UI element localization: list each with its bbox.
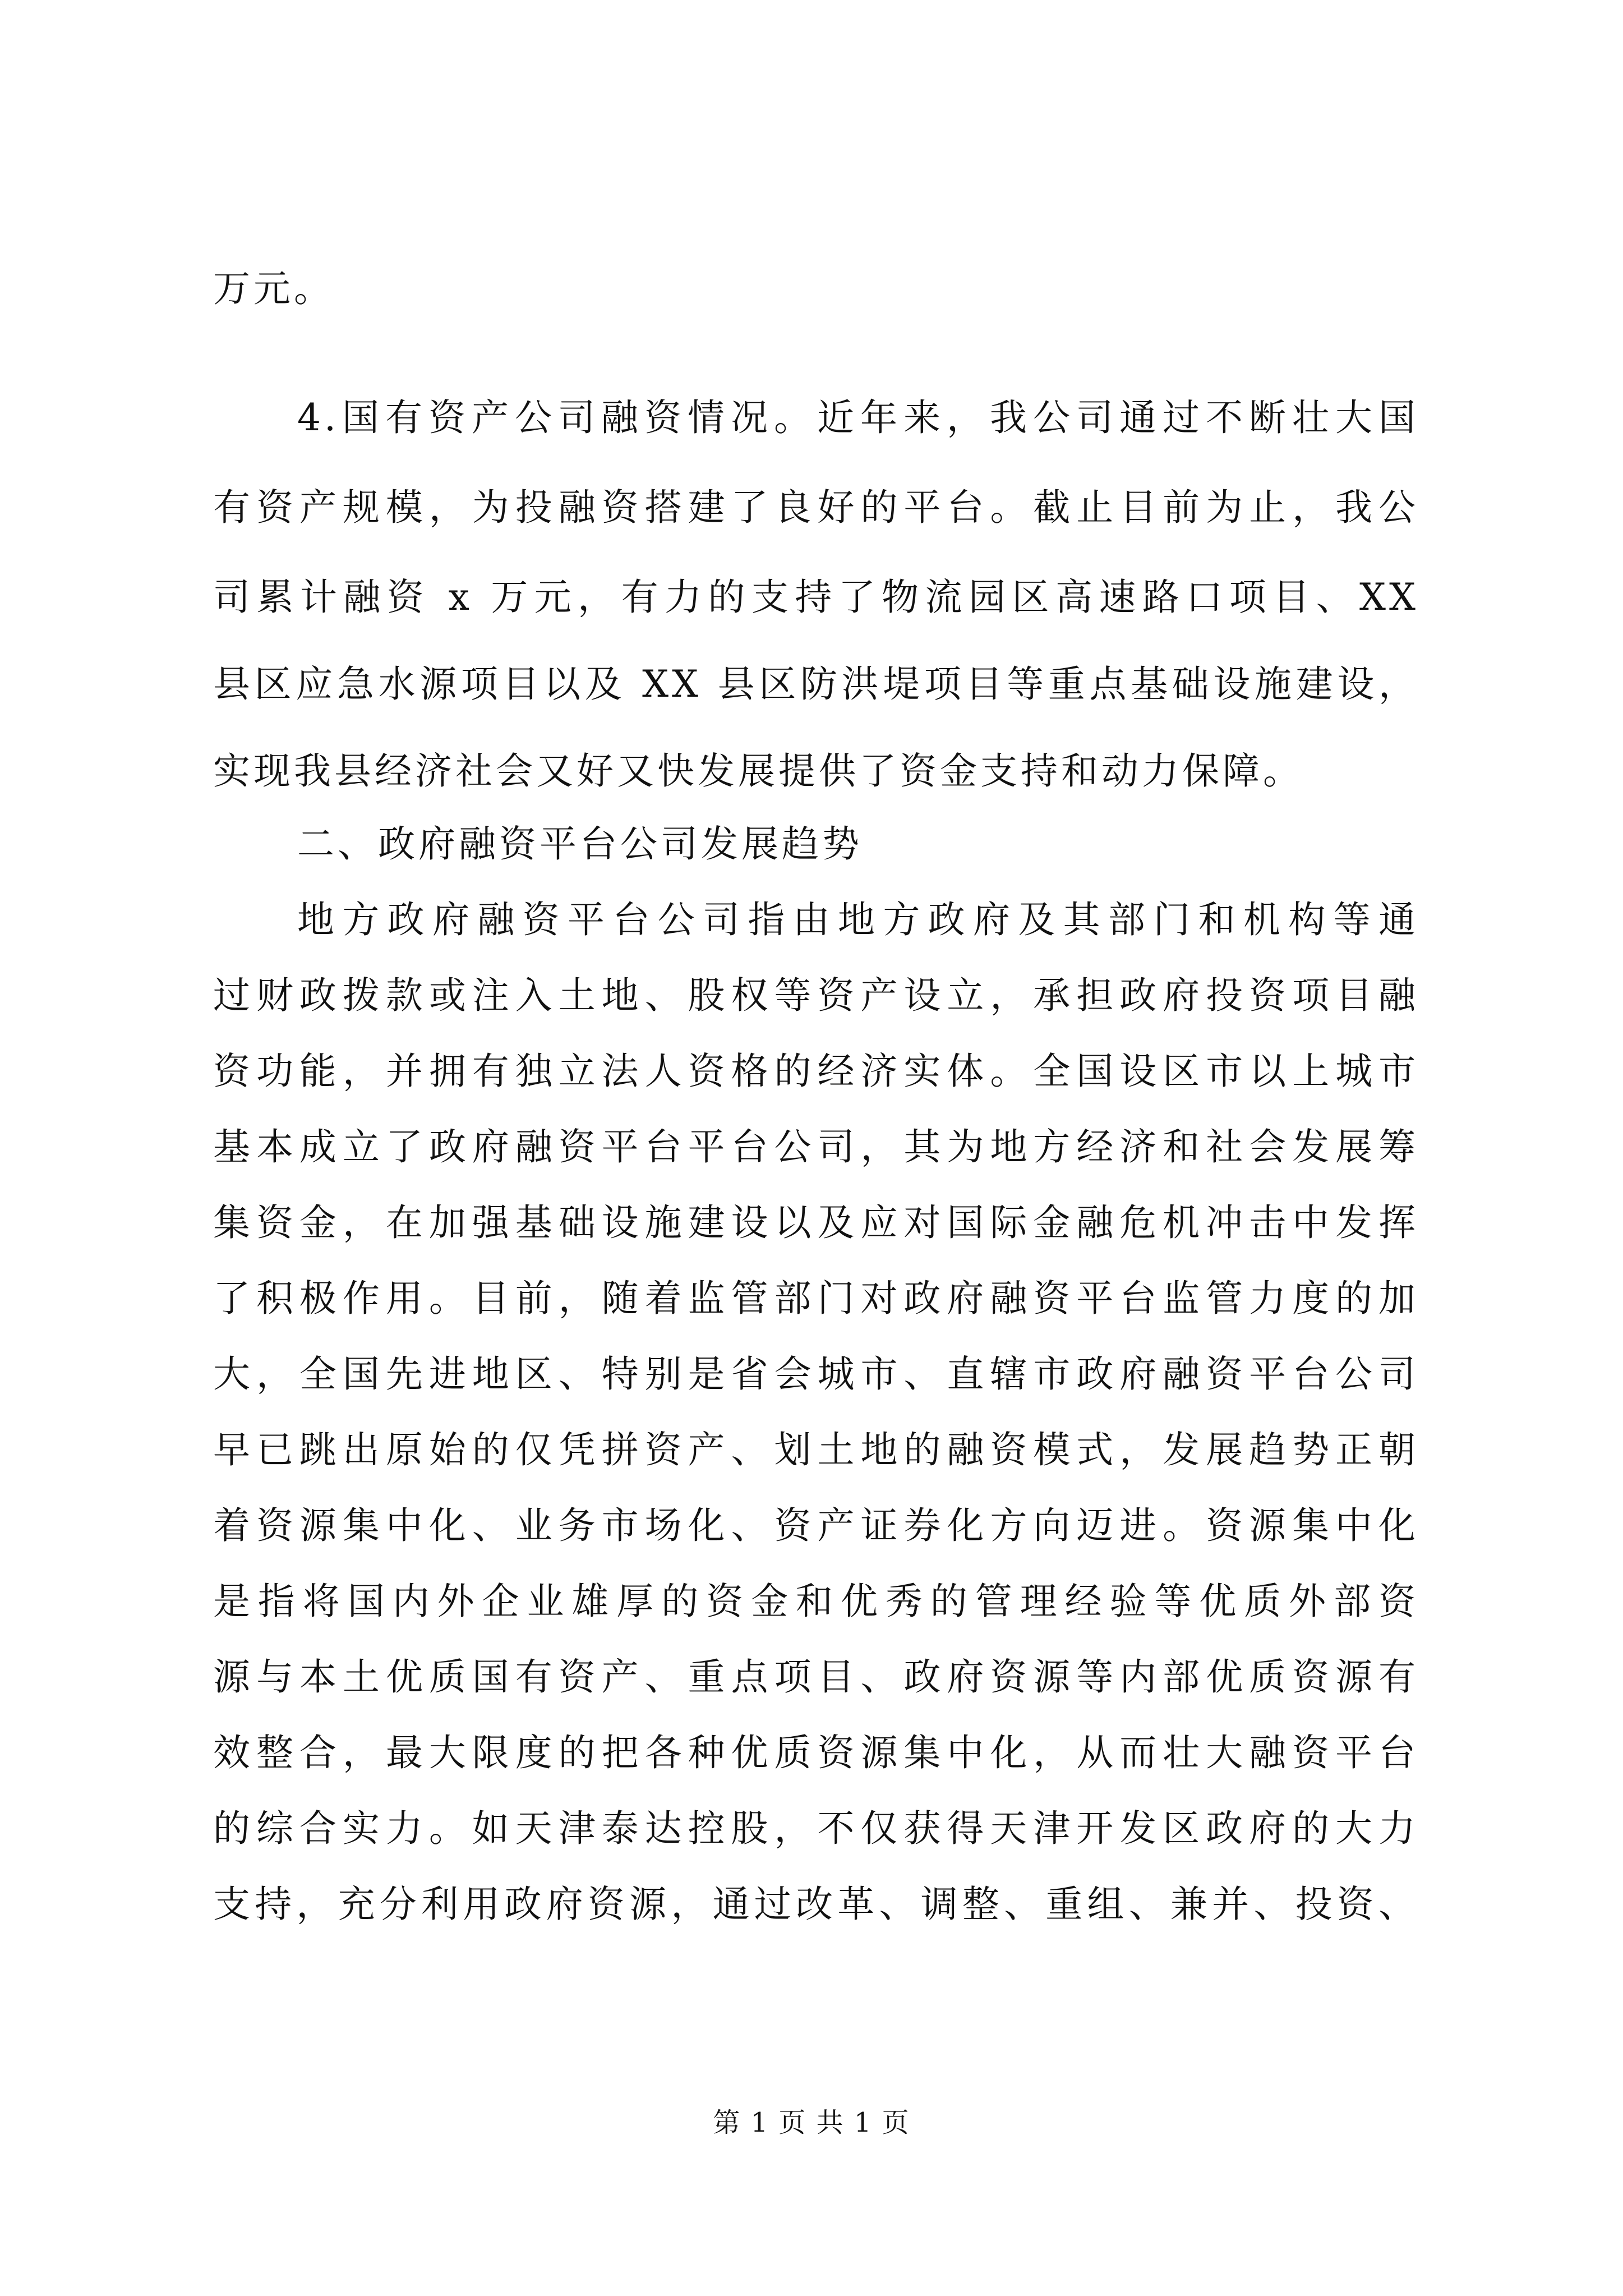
text-line: 支持，充分利用政府资源，通过改革、调整、重组、兼并、投资、 <box>213 1883 1419 1926</box>
text-line: 万元。 <box>213 267 334 310</box>
text-line: 过财政拨款或注入土地、股权等资产设立，承担政府投资项目融 <box>213 974 1419 1017</box>
text-line: 司累计融资 x 万元，有力的支持了物流园区高速路口项目、XX <box>213 576 1419 619</box>
text-line: 地方政府融资平台公司指由地方政府及其部门和机构等通 <box>297 898 1419 941</box>
text-line: 实现我县经济社会又好又快发展提供了资金支持和动力保障。 <box>213 749 1303 793</box>
text-line: 基本成立了政府融资平台平台公司，其为地方经济和社会发展筹 <box>213 1125 1419 1168</box>
text-line: 着资源集中化、业务市场化、资产证券化方向迈进。资源集中化 <box>213 1504 1419 1547</box>
text-line: 县区应急水源项目以及 XX 县区防洪堤项目等重点基础设施建设， <box>213 662 1419 706</box>
text-line: 源与本土优质国有资产、重点项目、政府资源等内部优质资源有 <box>213 1655 1419 1699</box>
text-line: 早已跳出原始的仅凭拼资产、划土地的融资模式，发展趋势正朝 <box>213 1428 1419 1471</box>
text-line: 了积极作用。目前，随着监管部门对政府融资平台监管力度的加 <box>213 1277 1419 1320</box>
text-line: 集资金，在加强基础设施建设以及应对国际金融危机冲击中发挥 <box>213 1201 1419 1244</box>
text-line: 大，全国先进地区、特别是省会城市、直辖市政府融资平台公司 <box>213 1352 1419 1396</box>
text-line: 是指将国内外企业雄厚的资金和优秀的管理经验等优质外部资 <box>213 1580 1419 1623</box>
section-heading: 二、政府融资平台公司发展趋势 <box>297 822 863 866</box>
text-line: 的综合实力。如天津泰达控股，不仅获得天津开发区政府的大力 <box>213 1807 1419 1850</box>
text-line: 4.国有资产公司融资情况。近年来，我公司通过不断壮大国 <box>297 396 1419 439</box>
text-line: 效整合，最大限度的把各种优质资源集中化，从而壮大融资平台 <box>213 1731 1419 1774</box>
text-line: 资功能，并拥有独立法人资格的经济实体。全国设区市以上城市 <box>213 1050 1419 1093</box>
text-line: 有资产规模，为投融资搭建了良好的平台。截止目前为止，我公 <box>213 486 1419 529</box>
page-footer: 第 1 页 共 1 页 <box>713 2107 910 2138</box>
